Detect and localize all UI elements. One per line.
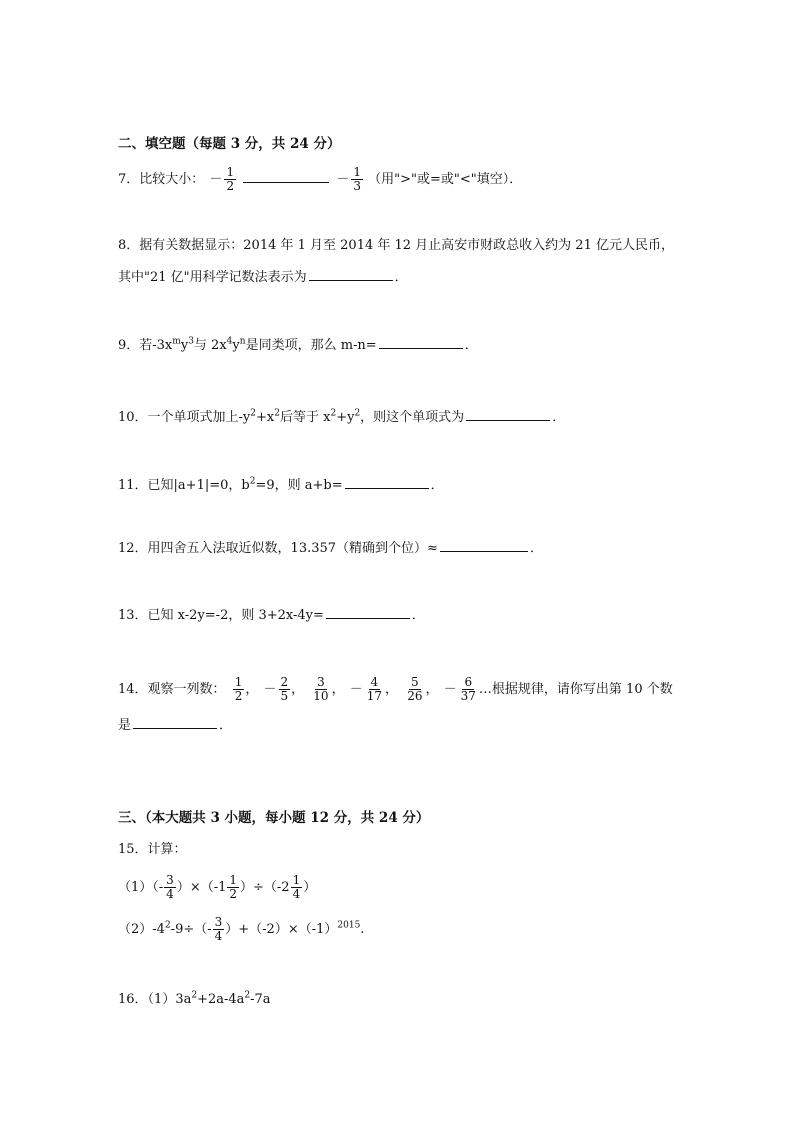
question-14-line1 — [118, 676, 673, 703]
numerator: 4 — [370, 675, 379, 689]
denominator: 4 — [292, 887, 301, 901]
denominator: 2 — [234, 689, 243, 703]
q11-lead: 11．已知|a+1|=0，b — [118, 478, 250, 493]
fraction — [213, 916, 225, 943]
exponent: 2 — [274, 408, 280, 419]
q10-tail: ，则这个单项式为 — [360, 410, 465, 425]
sequence-fraction — [365, 676, 384, 703]
q14-lead: 14．观察一列数： — [118, 682, 226, 697]
fraction — [227, 874, 239, 901]
question-10 — [118, 408, 565, 428]
exponent: 2 — [250, 408, 257, 419]
numerator: 2 — [280, 675, 289, 689]
exponent: 2 — [191, 990, 198, 1001]
fraction — [291, 874, 303, 901]
denominator: 4 — [214, 929, 223, 943]
answer-blank[interactable] — [133, 716, 217, 729]
exponent: 2 — [330, 408, 337, 419]
q9-text: y — [180, 338, 189, 353]
q13-text: 13．已知 x-2y=-2，则 3+2x-4y= — [118, 608, 324, 623]
numerator: 1 — [292, 873, 301, 887]
q9-end: ． — [464, 338, 478, 353]
denominator: 10 — [313, 689, 329, 703]
q10-text: 后等于 x — [279, 410, 331, 425]
q7-tail: （用">"或=或"<"填空）． — [368, 172, 523, 187]
q15-p1-text: ）×（-1 — [176, 880, 227, 895]
q11-tail: =9，则 a+b= — [255, 478, 343, 493]
exponent: 2015 — [337, 920, 361, 931]
q16-lead: 16．（1）3a — [118, 992, 192, 1007]
denominator: 5 — [280, 689, 289, 703]
q15-p2-text: . — [360, 922, 365, 937]
q16-tail: -7a — [250, 992, 271, 1007]
question-9 — [118, 336, 478, 356]
q12-text: 12．用四舍五入法取近似数，13.357（精确到个位）≈ — [118, 541, 438, 556]
question-8-line2 — [118, 268, 408, 288]
question-13 — [118, 606, 425, 626]
numerator: 1 — [226, 165, 235, 179]
denominator: 2 — [226, 179, 235, 193]
denominator: 4 — [166, 887, 174, 901]
sign: － — [263, 682, 277, 697]
q8-text: 其中"21 亿"用科学记数法表示为 — [118, 270, 307, 285]
q15-p1-text: ） — [303, 880, 317, 895]
denominator: 37 — [460, 689, 476, 703]
denominator: 17 — [366, 689, 383, 703]
q7-fraction-b — [351, 166, 363, 193]
q15-p2-text: （2）-4 — [118, 922, 165, 937]
question-15-part1 — [118, 874, 316, 901]
q9-text: y — [232, 338, 240, 353]
answer-blank[interactable] — [466, 408, 550, 421]
q14-tail: …根据规律，请你写出第 10 个数 — [478, 682, 673, 697]
q12-end: ． — [529, 541, 543, 556]
exponent: 2 — [164, 920, 171, 931]
exponent: m — [172, 336, 181, 347]
numerator: 3 — [214, 915, 223, 929]
q15-p1-text: ）÷（-2 — [240, 880, 290, 895]
q10-text: +x — [256, 410, 275, 425]
denominator: 26 — [407, 689, 423, 703]
numerator: 3 — [166, 873, 174, 887]
numerator: 1 — [234, 675, 243, 689]
answer-blank[interactable] — [309, 268, 393, 281]
sequence-fraction — [459, 676, 478, 703]
exponent: 3 — [188, 336, 194, 347]
answer-blank[interactable] — [379, 336, 463, 349]
q13-end: ． — [411, 608, 425, 623]
numerator: 6 — [464, 675, 473, 689]
numerator: 5 — [411, 675, 419, 689]
q7-sign-a: － — [209, 172, 223, 187]
q10-lead: 10．一个单项式加上-y — [118, 410, 251, 425]
numerator: 1 — [229, 873, 238, 887]
exponent: 2 — [244, 990, 251, 1001]
sign: － — [349, 682, 363, 697]
q10-end: ． — [552, 410, 566, 425]
question-12 — [118, 539, 543, 559]
question-8-line1: 8．据有关数据显示：2014 年 1 月至 2014 年 12 月止高安市财政总收入约为 21 亿元人民币， — [118, 238, 674, 253]
question-11 — [118, 476, 444, 496]
question-14-line2 — [118, 716, 232, 736]
q10-text: +y — [336, 410, 355, 425]
q14-line2-text: 是 — [118, 718, 132, 733]
q9-lead: 9．若-3x — [118, 338, 173, 353]
sequence-fraction — [233, 676, 245, 703]
q14-end: ． — [219, 718, 233, 733]
answer-blank[interactable] — [345, 476, 429, 489]
answer-blank[interactable] — [440, 539, 528, 552]
numerator: 3 — [317, 675, 325, 689]
exponent: 4 — [226, 336, 233, 347]
separator: ， — [245, 682, 259, 697]
separator: ， — [425, 682, 439, 697]
numerator: 1 — [353, 165, 362, 179]
q7-sign-b: － — [336, 172, 350, 187]
q15-p2-text: -9÷（- — [170, 922, 212, 937]
section-3-title: 三、（本大题共 3 小题，每小题 12 分，共 24 分） — [118, 810, 430, 826]
separator: ， — [331, 682, 345, 697]
exponent: 2 — [249, 476, 256, 487]
sequence-fraction — [279, 676, 291, 703]
exponent: n — [239, 336, 246, 347]
q7-lead: 7．比较大小： — [118, 172, 205, 187]
q7-fraction-a — [224, 166, 236, 193]
q16-text: +2a-4a — [197, 992, 245, 1007]
question-16 — [118, 990, 271, 1010]
section-2-title: 二、填空题（每题 3 分，共 24 分） — [118, 136, 341, 152]
sequence-fraction — [311, 676, 330, 703]
q9-tail: 是同类项，那么 m-n= — [245, 338, 377, 353]
exponent: 2 — [354, 408, 361, 419]
question-15-title: 15．计算： — [118, 842, 187, 857]
q11-end: ． — [430, 478, 444, 493]
sign: － — [443, 682, 457, 697]
sequence-fraction — [405, 676, 424, 703]
answer-blank[interactable] — [326, 606, 410, 619]
denominator: 2 — [229, 887, 238, 901]
separator: ， — [385, 682, 399, 697]
q15-p2-text: ）+（-2）×（-1） — [225, 922, 338, 937]
answer-blank[interactable] — [243, 170, 329, 183]
q8-tail: ． — [394, 270, 408, 285]
fraction — [164, 874, 176, 901]
question-15-part2 — [118, 916, 364, 943]
denominator: 3 — [353, 179, 362, 193]
q15-p1-text: （1）（- — [118, 880, 164, 895]
question-7 — [118, 166, 522, 193]
separator: ， — [291, 682, 305, 697]
q9-text: 与 2x — [193, 338, 227, 353]
